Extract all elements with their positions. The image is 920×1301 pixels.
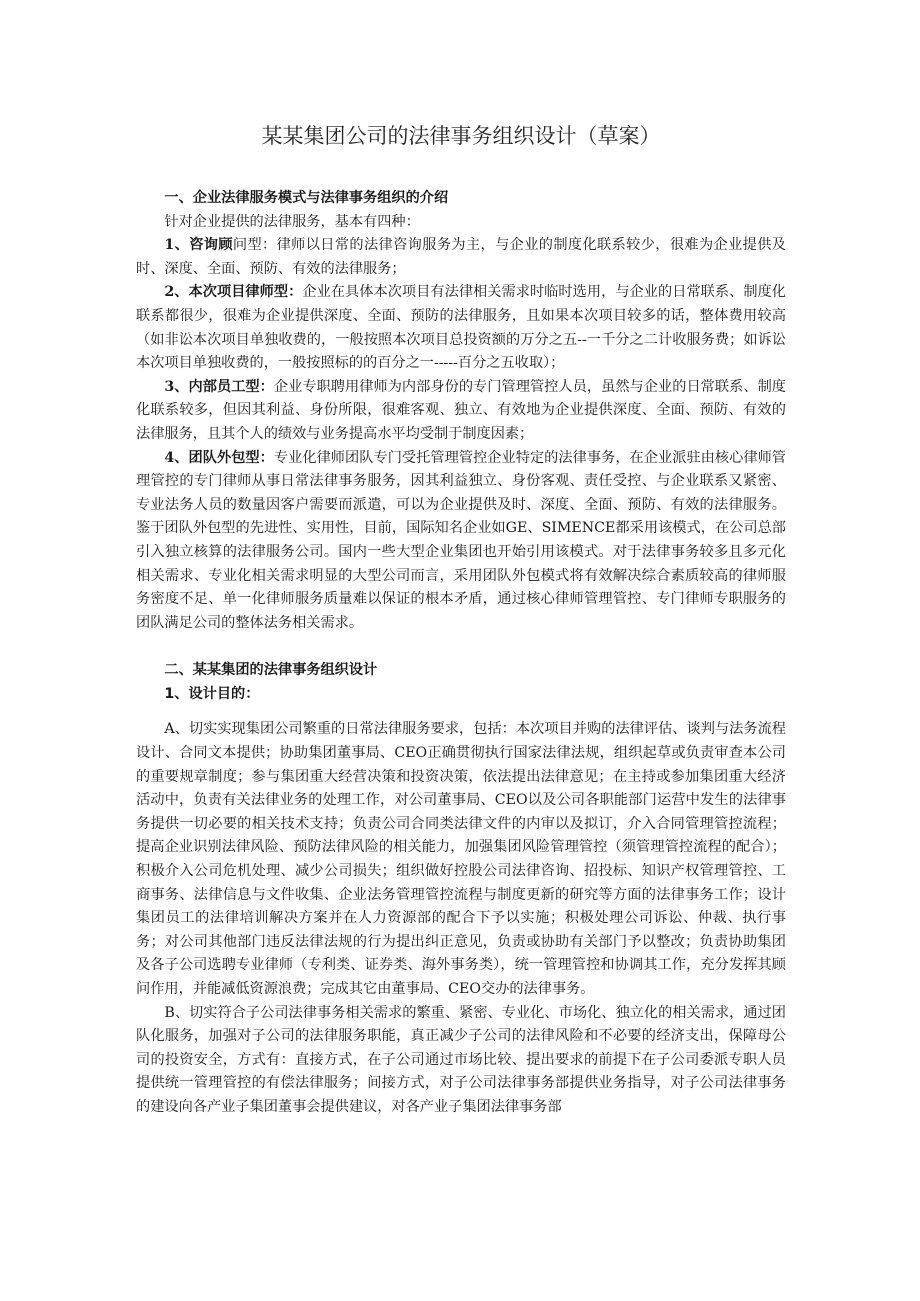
document-title: 某某集团公司的法律事务组织设计（草案） — [261, 124, 661, 148]
document-body — [136, 187, 786, 1120]
section-2-heading: 二、某某集团的法律事务组织设计 — [164, 662, 378, 679]
section-2-subheading: 1、设计目的： — [164, 685, 260, 702]
list-item-text: 问型：律师以日常的法律咨询服务为主，与企业的制度化联系较少，很难为企业提供及时、深度、全面、预防、有效的法律服务； — [136, 237, 786, 277]
list-item-label: 1、咨询顾 — [164, 237, 233, 254]
list-item-text: 专业化律师团队专门受托管理管控企业特定的法律事务，在企业派驻由核心律师管理管控的专门律师从事日常法律事务服务，因其利益独立、身份客观、责任受控、与企业联系又紧密、专业法务人员的数量因客户需要而派遣，可以为企业提供及时、深度、全面、预防、有效的法律服务。鉴于团队外包型的先进性、实用性，目前，国际知名企业如GE、SIMENCE都采用该模式，在公司总部引入独立核算的法律服务公司。国内一些大型企业集团也开始引用该模式。对于法律事务较多且多元化相关需求、专业化相关需求明显的大型公司而言，采用团队外包模式将有效解决综合素质较高的律师服务密度不足、单一化律师服务质量难以保证的根本矛盾，通过核心律师管理管控、专门律师专职服务的团队满足公司的整体法务相关需求。 — [136, 449, 786, 631]
list-item-text: 企业在具体本次项目有法律相关需求时临时选用，与企业的日常联系、制度化联系都很少，很难为企业提供深度、全面、预防的法律服务，且如果本次项目较多的话，整体费用较高（如非讼本次项目单独收费的，一般按照本次项目总投资额的万分之五--一千分之二计收服务费；如诉讼本次项目单独收费的，一般按照标的的百分之一-----百分之五收取）； — [136, 284, 786, 372]
list-item — [136, 376, 786, 447]
list-item — [136, 447, 786, 636]
section-1-intro: 针对企业提供的法律服务，基本有四种： — [164, 213, 420, 230]
section-1-heading: 一、企业法律服务模式与法律事务组织的介绍 — [164, 190, 449, 206]
list-item — [136, 281, 786, 375]
list-item-text: 企业专职聘用律师为内部身份的专门管理管控人员，虽然与企业的日常联系、制度化联系较多，但因其利益、身份所限，很难客观、独立、有效地为企业提供深度、全面、预防、有效的法律服务，且其个人的绩效与业务提高水平均受制于制度因素； — [136, 378, 786, 442]
list-item-label: 2、本次项目律师型： — [164, 284, 303, 301]
list-item-label: 3、内部员工型： — [164, 378, 274, 395]
paragraph: A、切实实现集团公司繁重的日常法律服务要求，包括：本次项目并购的法律评估、谈判与法务流程设计、合同文本提供；协助集团董事局、CEO正确贯彻执行国家法律法规，组织起草或负责审查本公司的重要规章制度；参与集团重大经营决策和投资决策，依法提出法律意见；在主持或参加集团重大经济活动中，负责有关法律业务的处理工作，对公司董事局、CEO以及公司各职能部门运营中发生的法律事务提供一切必要的相关技术支持；负责公司合同类法律文件的内审以及拟订，介入合同管理管控流程；提高企业识别法律风险、预防法律风险的相关能力，加强集团风险管理管控（须管理管控流程的配合）；积极介入公司危机处理、减少公司损失；组织做好控股公司法律咨询、招投标、知识产权管理管控、工商事务、法律信息与文件收集、企业法务管理管控流程与制度更新的研究等方面的法律事务工作；设计集团员工的法律培训解决方案并在人力资源部的配合下予以实施；积极处理公司诉讼、仲裁、执行事务；对公司其他部门违反法律法规的行为提出纠正意见，负责或协助有关部门予以整改；负责协助集团及各子公司选聘专业律师（专利类、证券类、海外事务类），统一管理管控和协调其工作，充分发挥其顾问作用，并能减低资源浪费；完成其它由董事局、CEO交办的法律事务。 — [136, 721, 786, 997]
list-item — [136, 234, 786, 281]
paragraph: B、切实符合子公司法律事务相关需求的繁重、紧密、专业化、市场化、独立化的相关需求，通过团队化服务，加强对子公司的法律服务职能，真正减少子公司的法律风险和不必要的经济支出，保障母公司的投资安全，方式有：直接方式，在子公司通过市场比较、提出要求的前提下在子公司委派专职人员提供统一管理管控的有偿法律服务；间接方式，对子公司法律事务部提供业务指导，对子公司法律事务的建设向各产业子集团董事会提供建议，对各产业子集团法律事务部 — [136, 1004, 786, 1115]
list-item-label: 4、团队外包型： — [164, 449, 274, 466]
